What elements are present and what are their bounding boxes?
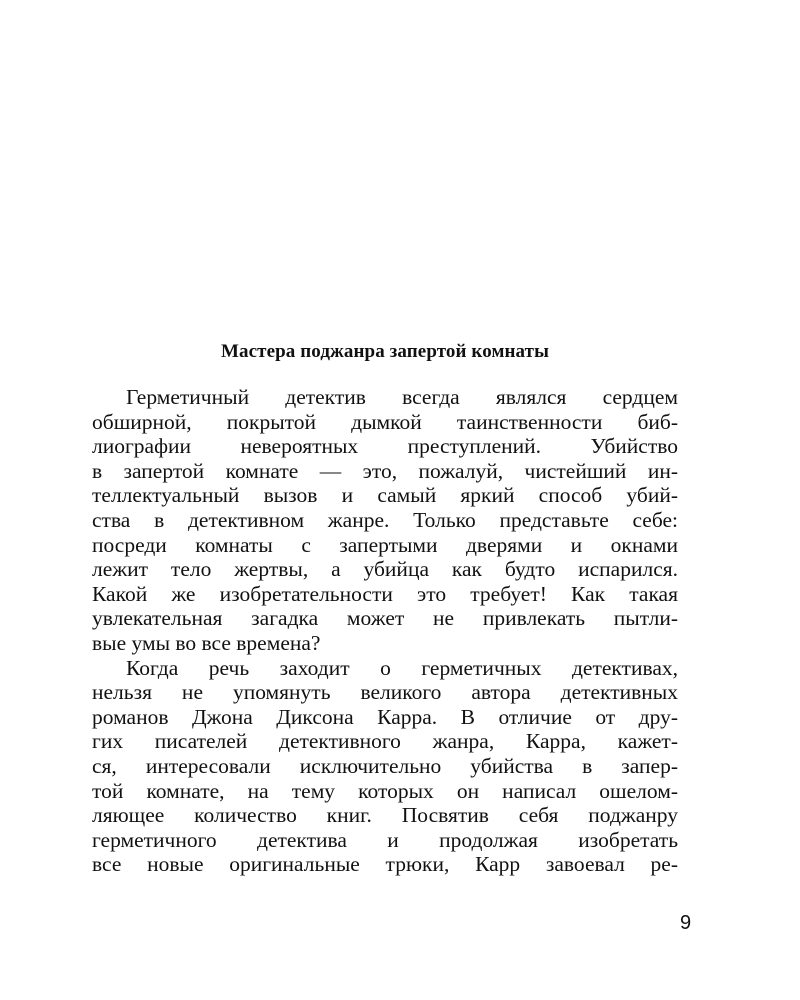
paragraph-1-line-3: лиографии невероятных преступлений. Убийство bbox=[92, 434, 678, 459]
paragraph-2-line-6: той комнате, на тему которых он написал ошелом- bbox=[92, 778, 678, 803]
paragraph-1-line-6: ства в детективном жанре. Только представьте себе: bbox=[92, 507, 678, 532]
body-text bbox=[92, 385, 678, 877]
paragraph-1-line-8: лежит тело жертвы, а убийца как будто испарился. bbox=[92, 557, 678, 582]
paragraph-2-line-7: ляющее количество книг. Посвятив себя поджанру bbox=[92, 803, 678, 828]
paragraph-1-line-11: вые умы во все времена? bbox=[92, 630, 321, 655]
paragraph-2-line-2: нельзя не упомянуть великого автора детективных bbox=[92, 680, 678, 705]
paragraph-1-line-7: посреди комнаты с запертыми дверями и окнами bbox=[92, 532, 678, 557]
paragraph-1-line-5: теллектуальный вызов и самый яркий способ убий- bbox=[92, 483, 678, 508]
page-number: 9 bbox=[680, 912, 692, 934]
paragraph-2-line-1: Когда речь заходит о герметичных детективах, bbox=[126, 655, 678, 680]
paragraph-2-line-4: гих писателей детективного жанра, Карра, кажет- bbox=[92, 729, 678, 754]
paragraph-1-line-1: Герметичный детектив всегда являлся сердцем bbox=[126, 385, 678, 409]
paragraph-1-line-4: в запертой комнате — это, пожалуй, чистейший ин- bbox=[92, 458, 678, 483]
chapter-title: Мастера поджанра запертой комнаты bbox=[220, 341, 550, 362]
paragraph-2-line-9: все новые оригинальные трюки, Карр завоевал ре- bbox=[92, 852, 678, 877]
paragraph-2-line-5: ся, интересовали исключительно убийства в запер- bbox=[92, 753, 678, 778]
paragraph-2-line-8: герметичного детектива и продолжая изобретать bbox=[92, 827, 678, 852]
paragraph-1-line-10: увлекательная загадка может не привлекать пытли- bbox=[92, 606, 678, 631]
paragraph-1-line-9: Какой же изобретательности это требует! Как такая bbox=[92, 581, 678, 606]
paragraph-2-line-3: романов Джона Диксона Карра. В отличие от дру- bbox=[92, 704, 678, 729]
paragraph-1-line-2: обширной, покрытой дымкой таинственности биб- bbox=[92, 409, 678, 434]
